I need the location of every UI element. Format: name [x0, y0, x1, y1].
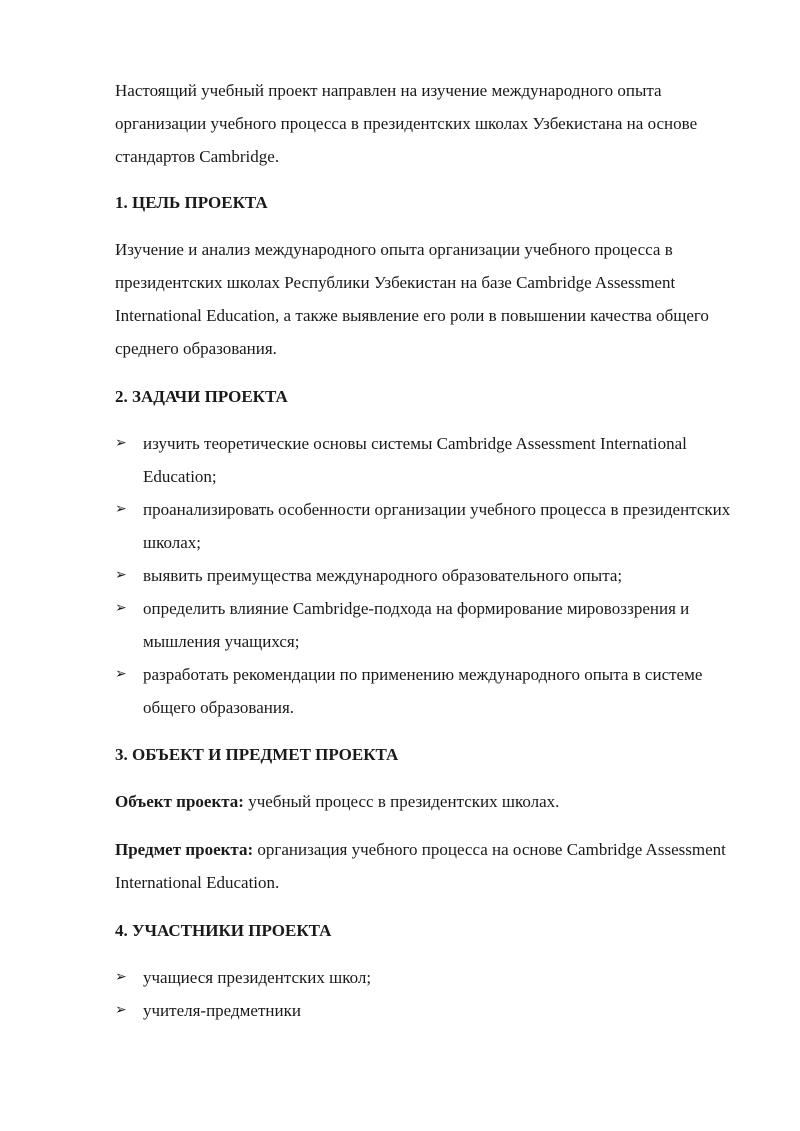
arrow-bullet-icon: ➢: [115, 600, 127, 616]
intro-paragraph: Настоящий учебный проект направлен на изучение международного опыта организации учебного процесса в президентских школах Узбекистана на основе стандартов Cambridge.: [115, 81, 698, 166]
list-item-text: учащиеся президентских школ;: [143, 968, 372, 987]
tasks-list: [115, 427, 750, 724]
list-item-text: учителя-предметники: [143, 1001, 301, 1020]
list-item: [115, 559, 750, 592]
arrow-bullet-icon: ➢: [115, 435, 127, 451]
object-text: учебный процесс в президентских школах.: [243, 792, 560, 811]
arrow-bullet-icon: ➢: [115, 501, 127, 517]
arrow-bullet-icon: ➢: [115, 666, 127, 682]
list-item: [115, 592, 750, 658]
subject-text: организация учебного процесса на основе Cambridge Assessment International Education.: [115, 840, 726, 892]
list-item-text: определить влияние Cambridge-подхода на формирование мировоззрения и мышления учащихся;: [143, 599, 690, 651]
subject-label: Предмет проекта:: [115, 840, 254, 859]
list-item-text: разработать рекомендации по применению международного опыта в системе общего образования.: [143, 665, 703, 717]
subject-definition: [115, 833, 750, 899]
list-item: [115, 427, 750, 493]
section-heading-tasks: 2. ЗАДАЧИ ПРОЕКТА: [115, 387, 288, 406]
list-item: [115, 961, 750, 994]
section-heading-participants: 4. УЧАСТНИКИ ПРОЕКТА: [115, 921, 332, 940]
arrow-bullet-icon: ➢: [115, 1002, 127, 1018]
object-definition: [115, 785, 750, 818]
list-item: [115, 658, 750, 724]
section-heading-object-subject: 3. ОБЪЕКТ И ПРЕДМЕТ ПРОЕКТА: [115, 745, 399, 764]
list-item-text: изучить теоретические основы системы Cambridge Assessment International Education;: [143, 434, 687, 486]
list-item-text: проанализировать особенности организации учебного процесса в президентских школах;: [143, 500, 731, 552]
list-item: [115, 994, 750, 1027]
arrow-bullet-icon: ➢: [115, 969, 127, 985]
object-label: Объект проекта:: [115, 792, 244, 811]
section-heading-goal: 1. ЦЕЛЬ ПРОЕКТА: [115, 193, 268, 212]
list-item-text: выявить преимущества международного образовательного опыта;: [143, 566, 623, 585]
arrow-bullet-icon: ➢: [115, 567, 127, 583]
list-item: [115, 493, 750, 559]
participants-list: [115, 961, 750, 1027]
goal-paragraph: Изучение и анализ международного опыта организации учебного процесса в президентских школах Республики Узбекистан на базе Cambridge Assessment International Education, а также выявление его роли в повышении качества общего среднего образования.: [115, 240, 709, 358]
